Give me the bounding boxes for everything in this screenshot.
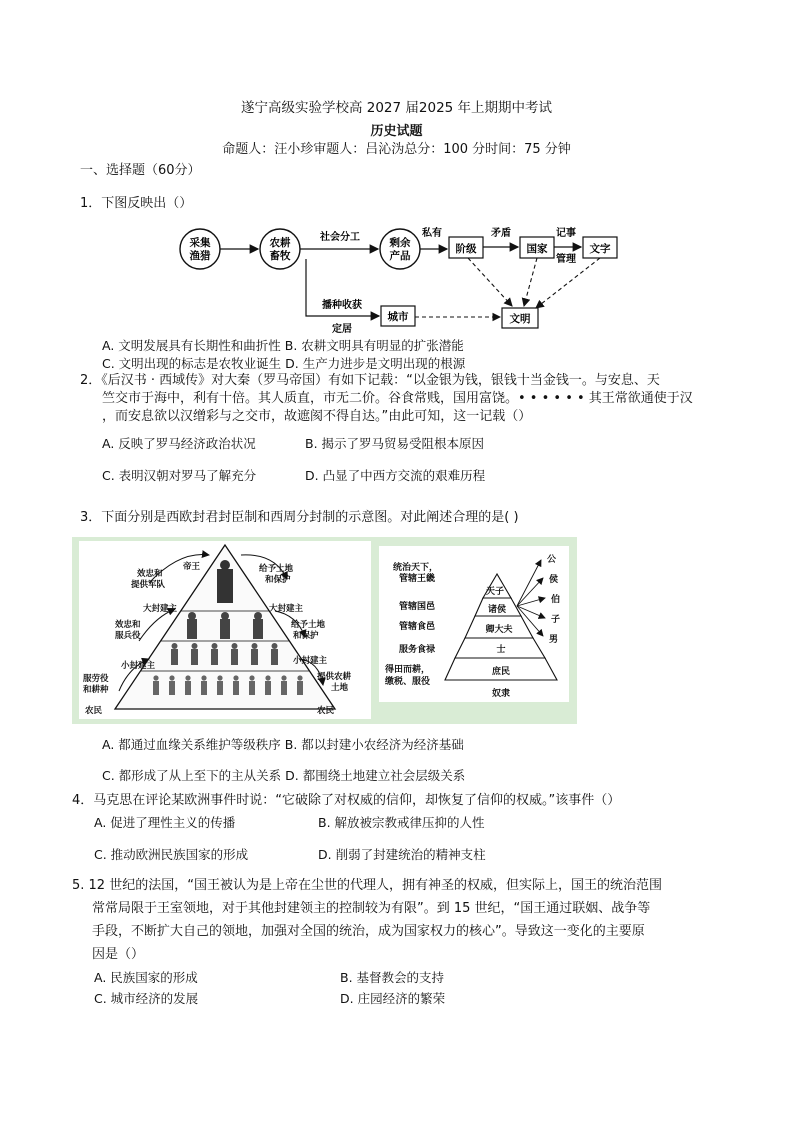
label-chengshi: 城市 [387,311,409,323]
fig-r-guanxia-wangji: 管辖王畿 [399,574,436,584]
q5-option-b: B. 基督教会的支持 [340,970,445,985]
fig-l-xiaozhong-top: 效忠和 [137,569,163,579]
fig-r-shi: 士 [496,645,506,655]
fig-r-nuli: 奴隶 [491,689,511,699]
fig-l-fulaoyi: 服劳役 [83,674,109,684]
fig-r-nan: 男 [549,635,559,645]
q3-zhou-fengjian-figure [379,546,569,702]
q3-options-ab: A. 都通过血缘关系维护等级秩序 B. 都以封建小农经济为经济基础 [102,737,464,752]
fig-r-hou: 侯 [549,575,559,585]
label-shehui-fengong: 社会分工 [320,232,360,243]
q1-options-ab: A. 文明发展具有长期性和曲折性 B. 农耕文明具有明显的扩张潜能 [102,338,464,353]
fig-l-nongmin-l: 农民 [85,706,103,716]
fig-l-he-genzhong: 和耕种 [83,685,109,695]
q5-line1: 5. 12 世纪的法国，“国王被认为是上帝在尘世的代理人，拥有神圣的权威，但实际上，国王的统治范围 [72,878,662,893]
fig-l-xiaofengjianzhu-r: 小封建主 [293,656,328,666]
q2-line3: ，而安息欲以汉缯彩与之交市，故遮阂不得自达。”由此可知，这一记载（） [102,409,532,424]
q5-line2: 常常局限于王室领地，对于其他封建领主的控制较为有限”。到 15 世纪，“国王通过联姻、战争等 [92,901,651,916]
fig-l-dafengjianzhu-l: 大封建主 [143,604,178,614]
node-nonggeng [260,229,300,269]
label-xumu: 畜牧 [269,250,291,262]
q2-option-b: B. 揭示了罗马贸易受阻根本原因 [305,436,485,451]
q4-stem: 4．马克思在评论某欧洲事件时说：“它破除了对权威的信仰，却恢复了信仰的权威。”该事件（） [72,793,621,808]
q2-option-c: C. 表明汉朝对罗马了解充分 [102,468,257,483]
exam-title: 遂宁高级实验学校高 2027 届2025 年上期期中考试 [240,100,553,116]
fig-l-jiyu-tudi-mid: 给予土地 [291,620,326,630]
q2-option-d: D. 凸显了中西方交流的艰难历程 [305,468,486,483]
label-shengyu: 剩余 [389,237,411,249]
exam-meta: 命题人：汪小珍审题人：吕沁沩总分：100 分时间：75 分钟 [222,142,571,157]
node-caiji [180,229,220,269]
fig-r-zhuhou: 诸侯 [487,605,507,615]
label-caiji: 采集 [189,237,211,249]
fig-l-tudi: 土地 [331,683,349,693]
fig-l-nongmin-r: 农民 [317,706,335,716]
q2-line1: 2．《后汉书 · 西域传》对大秦（罗马帝国）有如下记载：“以金银为钱，银钱十当金钱一。与安息、天 [80,373,660,388]
q4-option-d: D. 削弱了封建统治的精神支柱 [318,847,486,862]
fig-l-dafengjianzhu-r: 大封建主 [269,604,304,614]
fig-l-xiaozhong-mid: 效忠和 [115,620,141,630]
label-guojia: 国家 [526,243,548,255]
q1-flow-diagram [170,222,630,334]
fig-r-qingdafu: 卿大夫 [485,625,513,635]
label-guanli: 管理 [556,254,576,265]
label-jieji: 阶级 [455,243,477,255]
fig-l-he-baohu-top: 和保护 [265,575,291,585]
q3-west-feudal-figure [79,541,371,719]
q3-options-cd: C. 都形成了从上至下的主从关系 D. 都围绕土地建立社会层级关系 [102,768,466,783]
fig-l-fubingyi: 服兵役 [115,631,141,641]
q5-option-a: A. 民族国家的形成 [94,970,198,985]
label-siyou: 私有 [422,228,442,239]
q2-line2: 竺交市于海中，利有十倍。其人质直，市无二价。谷食常贱，国用富饶。• • • • • • 其王常欲通使于汉 [102,391,693,406]
q5-option-c: C. 城市经济的发展 [94,991,199,1006]
fig-r-gong: 公 [547,555,557,565]
q3-stem: 3．下面分别是西欧封君封臣制和西周分封制的示意图。对此阐述合理的是( ) [80,510,519,525]
fig-r-bo: 伯 [551,595,561,605]
exam-subject: 历史试题 [370,124,423,139]
fig-l-diwang: 帝王 [183,562,201,572]
q1-stem: 1．下图反映出（） [80,196,193,211]
q1-options-cd: C. 文明出现的标志是农牧业诞生 D. 生产力进步是文明出现的根源 [102,356,466,371]
fig-l-tigong-junduan: 提供军队 [131,580,166,590]
fig-r-shumin: 庶民 [491,667,511,677]
label-nonggeng: 农耕 [269,237,291,249]
fig-r-tongzhi: 统治天下， [393,563,439,573]
label-chanpin: 产品 [389,250,411,262]
fig-r-zi: 子 [551,615,561,625]
q4-option-c: C. 推动欧洲民族国家的形成 [94,847,249,862]
fig-r-detian: 得田而耕， [385,665,431,675]
label-wenming: 文明 [509,313,531,325]
q5-option-d: D. 庄园经济的繁荣 [340,991,446,1006]
node-shengyu [380,229,420,269]
fig-r-guanxia-guoyi: 管辖国邑 [399,602,436,612]
label-dingju: 定居 [332,324,352,334]
q5-line4: 因是（） [92,947,145,962]
label-yulie: 渔猎 [189,250,211,262]
q4-option-a: A. 促进了理性主义的传播 [94,815,236,830]
fig-r-fuwu-shilu: 服务食禄 [399,645,436,655]
fig-r-guanxia-shiyi: 管辖食邑 [399,622,436,632]
label-wenzi: 文字 [589,243,611,255]
q2-option-a: A. 反映了罗马经济政治状况 [102,436,256,451]
section-heading: 一、选择题（60分） [80,163,201,178]
label-bozhong: 播种收获 [322,300,362,311]
fig-l-he-baohu-mid: 和保护 [293,631,319,641]
q4-option-b: B. 解放被宗教戒律压抑的人性 [318,815,485,830]
fig-r-jiaoshui: 缴税、服役 [385,677,431,687]
fig-r-tianzi: 天子 [485,587,505,597]
fig-l-tigong-nongmin: 提供农耕 [317,672,352,682]
fig-l-xiaofengjianzhu-l: 小封建主 [121,661,156,671]
label-maodun: 矛盾 [491,228,511,239]
fig-l-jiyu-tudi-top: 给予土地 [259,564,294,574]
label-jishi: 记事 [556,228,576,239]
q5-line3: 手段，不断扩大自己的领地，加强对全国的统治，成为国家权力的核心”。导致这一变化的主要原 [92,924,645,939]
